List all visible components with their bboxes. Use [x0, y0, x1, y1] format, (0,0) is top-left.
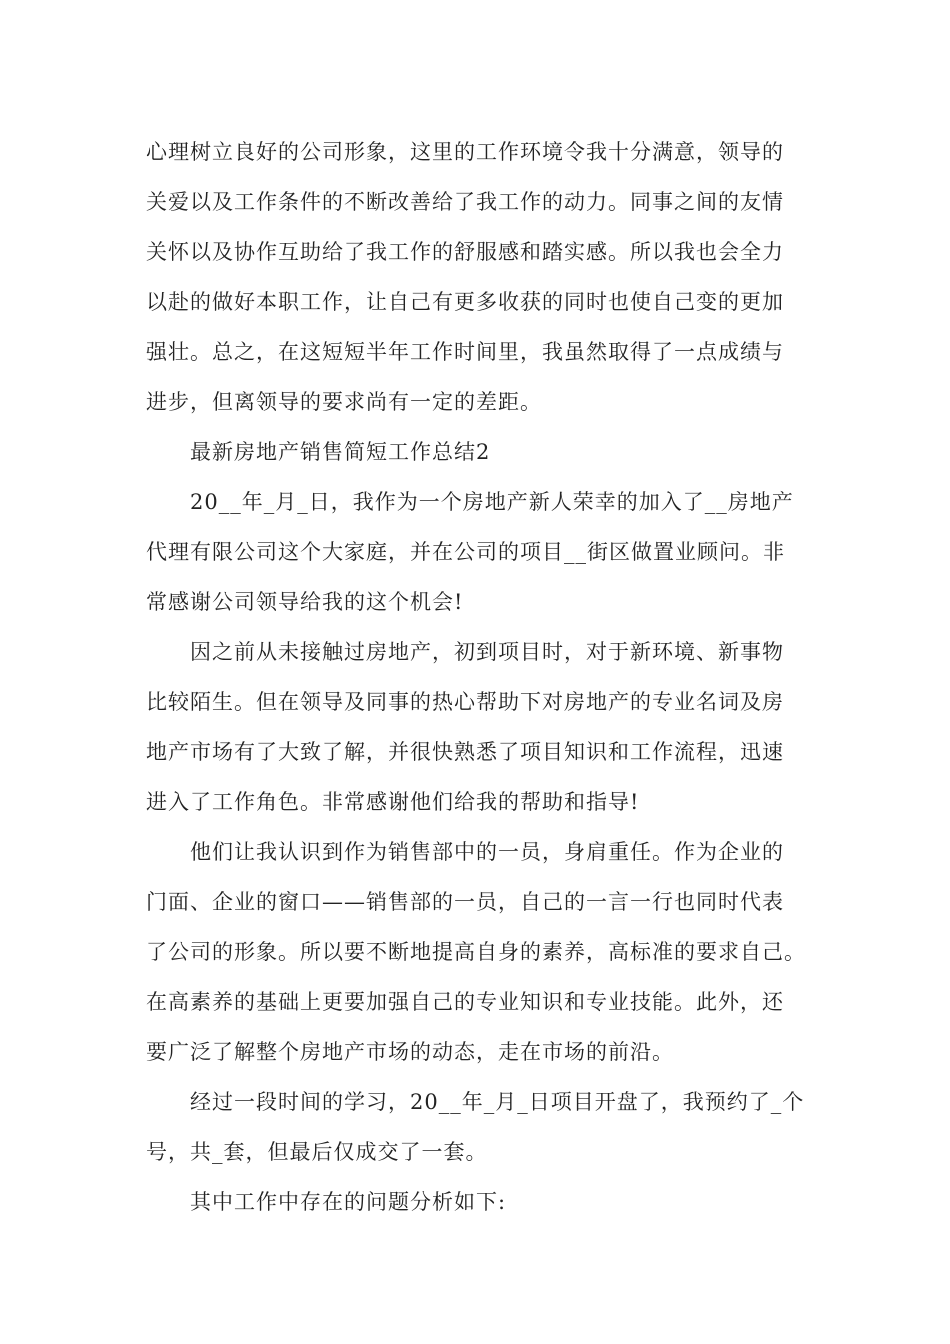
text-line: 其中工作中存在的问题分析如下: [190, 1190, 507, 1214]
text-line: 门面、企业的窗口——销售部的一员，自己的一言一行也同时代表 [146, 890, 784, 914]
paragraph [146, 827, 826, 1077]
text-line: 因之前从未接触过房地产，初到项目时，对于新环境、新事物 [190, 640, 784, 664]
text-line: 强壮。总之，在这短短半年工作时间里，我虽然取得了一点成绩与 [146, 340, 784, 364]
text-line: 以赴的做好本职工作，让自己有更多收获的同时也使自己变的更加 [146, 290, 784, 314]
text-line: 他们让我认识到作为销售部中的一员，身肩重任。作为企业的 [190, 840, 784, 864]
text-line: 最新房地产销售简短工作总结2 [190, 440, 491, 464]
text-line: 号，共_套，但最后仅成交了一套。 [146, 1140, 488, 1164]
text-line: 代理有限公司这个大家庭，并在公司的项目__街区做置业顾问。非 [146, 540, 785, 564]
text-line: 关爱以及工作条件的不断改善给了我工作的动力。同事之间的友情 [146, 190, 784, 214]
paragraph [146, 1177, 826, 1227]
section-heading [146, 427, 826, 477]
text-line: 常感谢公司领导给我的这个机会! [146, 590, 464, 614]
text-line: 在高素养的基础上更要加强自己的专业知识和专业技能。此外，还 [146, 990, 784, 1014]
paragraph [146, 627, 826, 827]
text-line: 进入了工作角色。非常感谢他们给我的帮助和指导! [146, 790, 640, 814]
paragraph [146, 127, 826, 427]
text-line: 关怀以及协作互助给了我工作的舒服感和踏实感。所以我也会全力 [146, 240, 784, 264]
text-line: 经过一段时间的学习，20__年_月_日项目开盘了，我预约了_个 [190, 1090, 805, 1114]
text-line: 要广泛了解整个房地产市场的动态，走在市场的前沿。 [146, 1040, 674, 1064]
text-line: 进步，但离领导的要求尚有一定的差距。 [146, 390, 542, 414]
text-line: 了公司的形象。所以要不断地提高自身的素养，高标准的要求自己。 [146, 940, 806, 964]
text-line: 心理树立良好的公司形象，这里的工作环境令我十分满意，领导的 [146, 140, 784, 164]
document-body [146, 127, 826, 1227]
paragraph [146, 477, 826, 627]
paragraph [146, 1077, 826, 1177]
text-line: 比较陌生。但在领导及同事的热心帮助下对房地产的专业名词及房 [146, 690, 784, 714]
text-line: 20__年_月_日，我作为一个房地产新人荣幸的加入了__房地产 [190, 490, 794, 514]
text-line: 地产市场有了大致了解，并很快熟悉了项目知识和工作流程，迅速 [146, 740, 784, 764]
